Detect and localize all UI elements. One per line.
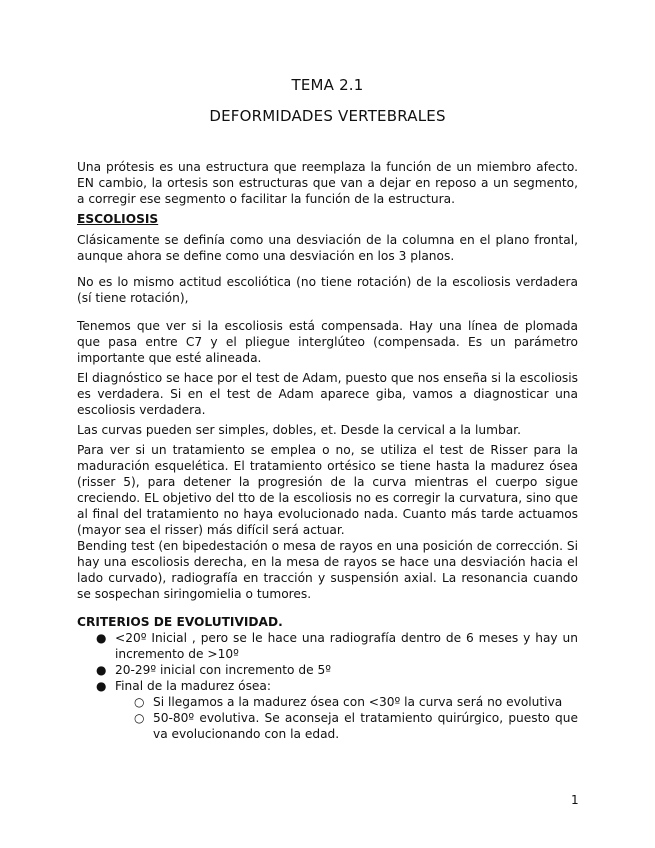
intro-paragraph: Una prótesis es una estructura que reemplaza la función de un miembro afecto. EN cambio, la ortesis son estructuras que van a dejar en reposo a un segmento, a corregir ese segmento o facilitar la función de la estructura. bbox=[77, 160, 578, 206]
page-number: 1 bbox=[571, 793, 579, 807]
paragraph-actitud: No es lo mismo actitud escolióticа (no tiene rotación) de la escoliosis verdadera (sí tiene rotación), bbox=[77, 275, 578, 305]
sub-bullet-text: 50-80º evolutiva. Se aconseja el tratamiento quirúrgico, puesto que va evolucionando con la edad. bbox=[153, 711, 578, 741]
sub-list-item bbox=[115, 694, 578, 710]
list-item bbox=[77, 630, 578, 662]
paragraph-curvas: Las curvas pueden ser simples, dobles, et. Desde la cervical a la lumbar. bbox=[77, 423, 521, 437]
page-subtitle: DEFORMIDADES VERTEBRALES bbox=[209, 107, 446, 125]
bullet-text: <20º Inicial , pero se le hace una radiografía dentro de 6 meses y hay un incremento de >10º bbox=[115, 631, 578, 661]
hollow-bullet-icon: ○ bbox=[134, 711, 145, 725]
bullet-icon: ● bbox=[96, 631, 107, 645]
paragraph-tratamiento: Para ver si un tratamiento se emplea o no, se utiliza el test de Risser para la maduración esquelética. El tratamiento ortésico se tiene hasta la madurez ósea (risser 5), para detener la progresión de la curva mientras el cuerpo sigue creciendo. EL objetivo del tto de la escoliosis no es corregir la curvatura, sino que al final del tratamiento no haya evolucionado nada. Cuanto más tarde actuamos (mayor sea el risser) más difícil será actuar. bbox=[77, 443, 578, 537]
bullet-text: 20-29º inicial con incremento de 5º bbox=[115, 663, 331, 677]
sub-bullet-text: Si llegamos a la madurez ósea con <30º la curva será no evolutiva bbox=[153, 695, 563, 709]
list-item bbox=[77, 662, 578, 678]
paragraph-bending: Bending test (en bipedestación o mesa de rayos en una posición de corrección. Si hay una escoliosis derecha, en la mesa de rayos se hace una desviación hacia el lado curvado), radiografía en tracción y suspensión axial. La resonancia cuando se sospechan siringomielia o tumores. bbox=[77, 539, 578, 601]
paragraph-compensada: Tenemos que ver si la escoliosis está compensada. Hay una línea de plomada que pasa entre C7 y el pliegue interglúteo (compensada. Es un parámetro importante que esté alineada. bbox=[77, 319, 578, 365]
bullet-icon: ● bbox=[96, 679, 107, 693]
bullet-text: Final de la madurez ósea: bbox=[115, 679, 271, 693]
list-item bbox=[77, 678, 578, 742]
sub-criteria-list bbox=[115, 694, 578, 742]
bullet-icon: ● bbox=[96, 663, 107, 677]
document-body bbox=[77, 159, 578, 742]
sub-list-item bbox=[115, 710, 578, 742]
criteria-list bbox=[77, 630, 578, 742]
paragraph-diagnostico: El diagnóstico se hace por el test de Adam, puesto que nos enseña si la escoliosis es verdadera. Si en el test de Adam aparece giba, vamos a diagnosticar una escoliosis verdadera. bbox=[77, 371, 578, 417]
paragraph-definition: Clásicamente se definía como una desviación de la columna en el plano frontal, aunque ahora se define como una desviación en los 3 planos. bbox=[77, 233, 578, 263]
criteria-heading: CRITERIOS DE EVOLUTIVIDAD. bbox=[77, 615, 283, 629]
hollow-bullet-icon: ○ bbox=[134, 695, 145, 709]
section-heading-escoliosis: ESCOLIOSIS bbox=[77, 212, 159, 226]
page-title: TEMA 2.1 bbox=[291, 76, 364, 94]
